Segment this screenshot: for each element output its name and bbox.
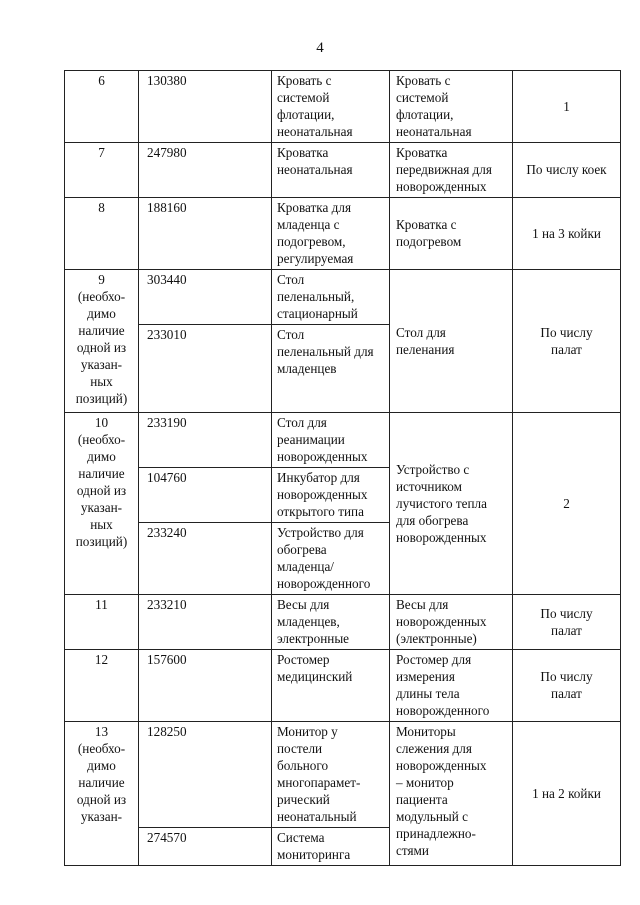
product-name: Устройство для обогрева младенца/ новорожденного: [272, 523, 390, 595]
page-number: 4: [316, 40, 324, 56]
equipment-type: Кроватка с подогревом: [390, 198, 513, 270]
product-name: Стол пеленальный, стационарный: [272, 270, 390, 325]
required-quantity: 1 на 3 койки: [513, 198, 621, 270]
product-code: 130380: [139, 71, 272, 143]
product-code: 303440: [139, 270, 272, 325]
table-row: [65, 143, 621, 198]
equipment-type: Стол для пеленания: [390, 270, 513, 413]
table-row: [65, 650, 621, 722]
equipment-type: Кровать с системой флотации, неонатальная: [390, 71, 513, 143]
product-code: 128250: [139, 722, 272, 828]
product-name: Кроватка для младенца с подогревом, регулируемая: [272, 198, 390, 270]
row-number: 8: [65, 198, 139, 270]
product-code: 233210: [139, 595, 272, 650]
equipment-type: Весы для новорожденных (электронные): [390, 595, 513, 650]
row-number: 7: [65, 143, 139, 198]
product-code: 188160: [139, 198, 272, 270]
required-quantity: 2: [513, 413, 621, 595]
product-name: Монитор у постели больного многопарамет- рический неонатальный: [272, 722, 390, 828]
row-number: 9 (необхо- димо наличие одной из указан- ных позиций): [65, 270, 139, 413]
product-code: 233240: [139, 523, 272, 595]
table-row: [65, 595, 621, 650]
required-quantity: По числу коек: [513, 143, 621, 198]
equipment-table: [64, 70, 621, 866]
required-quantity: По числу палат: [513, 270, 621, 413]
product-code: 104760: [139, 468, 272, 523]
product-name: Кроватка неонатальная: [272, 143, 390, 198]
table-row: [65, 198, 621, 270]
equipment-type: Устройство с источником лучистого тепла для обогрева новорожденных: [390, 413, 513, 595]
table-row: [65, 413, 621, 468]
required-quantity: По числу палат: [513, 650, 621, 722]
required-quantity: 1 на 2 койки: [513, 722, 621, 866]
table-row: [65, 722, 621, 828]
required-quantity: По числу палат: [513, 595, 621, 650]
row-number: 11: [65, 595, 139, 650]
row-number: 13 (необхо- димо наличие одной из указан-: [65, 722, 139, 866]
row-number: 10 (необхо- димо наличие одной из указан- ных позиций): [65, 413, 139, 595]
product-name: Весы для младенцев, электронные: [272, 595, 390, 650]
product-code: 233010: [139, 325, 272, 413]
product-code: 274570: [139, 828, 272, 866]
product-name: Стол пеленальный для младенцев: [272, 325, 390, 413]
product-code: 233190: [139, 413, 272, 468]
product-name: Инкубатор для новорожденных открытого типа: [272, 468, 390, 523]
equipment-type: Ростомер для измерения длины тела новорожденного: [390, 650, 513, 722]
product-code: 157600: [139, 650, 272, 722]
required-quantity: 1: [513, 71, 621, 143]
product-name: Стол для реанимации новорожденных: [272, 413, 390, 468]
table-row: [65, 71, 621, 143]
product-name: Кровать с системой флотации, неонатальная: [272, 71, 390, 143]
row-number: 12: [65, 650, 139, 722]
row-number: 6: [65, 71, 139, 143]
equipment-type: Мониторы слежения для новорожденных – монитор пациента модульный с принадлежно- стями: [390, 722, 513, 866]
product-name: Система мониторинга: [272, 828, 390, 866]
product-code: 247980: [139, 143, 272, 198]
equipment-type: Кроватка передвижная для новорожденных: [390, 143, 513, 198]
product-name: Ростомер медицинский: [272, 650, 390, 722]
table-row: [65, 270, 621, 325]
